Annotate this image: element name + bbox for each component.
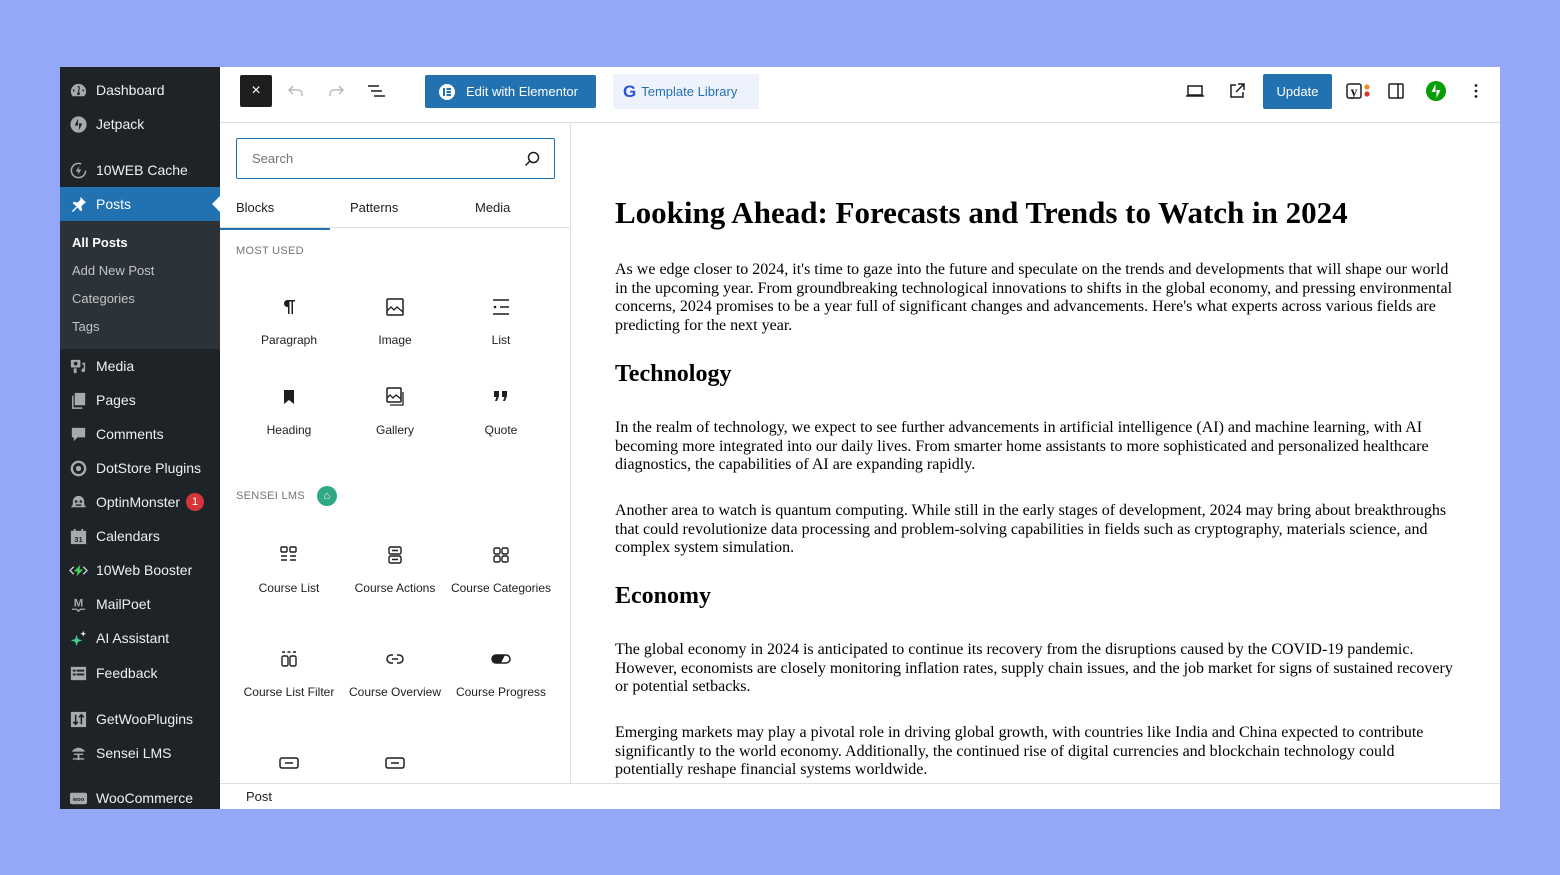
edit-with-elementor-button[interactable] (425, 75, 596, 108)
quote-icon (448, 385, 554, 409)
submenu-tags[interactable]: Tags (72, 319, 100, 334)
external-link-icon (1227, 81, 1247, 101)
undo-button[interactable] (284, 79, 308, 103)
preview-button[interactable] (1183, 79, 1207, 103)
more-vertical-icon (1466, 81, 1486, 101)
sensei-logo-icon: ⌂ (317, 486, 337, 506)
sidebar-item-dotstore[interactable] (60, 451, 220, 485)
tab-patterns[interactable]: Patterns (350, 199, 399, 215)
sidebar-item-mailpoet[interactable] (60, 587, 220, 621)
paragraph-block[interactable]: The global economy in 2024 is anticipated to continue its recovery from the disruptions caused by the COVID-19 pandemic. However, economists are closely monitoring inflation rates, supply chain issues, and the job market for signs of sustained recovery or potential setbacks. (615, 641, 1453, 696)
sidebar-item-label: MailPoet (96, 596, 151, 612)
elementor-button-label: Edit with Elementor (466, 84, 578, 99)
svg-text:31: 31 (73, 534, 83, 544)
undo-icon (286, 81, 306, 101)
svg-text:woo: woo (72, 796, 84, 803)
calendar-icon (68, 526, 88, 546)
sidebar-item-label: Dashboard (96, 82, 165, 98)
media-icon (68, 356, 88, 376)
sidebar-item-pages[interactable] (60, 383, 220, 417)
sidebar-item-feedback[interactable] (60, 656, 220, 690)
bookmark-icon (236, 385, 342, 409)
sidebar-item-posts[interactable] (60, 187, 220, 221)
block-paragraph[interactable]: Paragraph (236, 295, 342, 347)
sparkle-icon (68, 628, 88, 648)
block-course-list[interactable]: Course List (236, 543, 342, 595)
sidebar-item-label: GetWooPlugins (96, 711, 194, 727)
block-list[interactable]: List (448, 295, 554, 347)
redo-icon (326, 81, 346, 101)
dashboard-icon (68, 80, 88, 100)
yoast-icon (1345, 80, 1375, 102)
heading-technology[interactable]: Technology (615, 361, 732, 387)
sidebar-item-label: Posts (96, 196, 132, 212)
block-course-actions[interactable]: Course Actions (342, 543, 448, 595)
tab-blocks[interactable]: Blocks (236, 186, 274, 228)
sidebar-item-10web-cache[interactable] (60, 153, 220, 187)
mailpoet-icon (68, 594, 88, 614)
template-library-label: Template Library (641, 84, 738, 99)
block-search[interactable] (236, 138, 555, 179)
close-icon: × (251, 82, 261, 99)
submenu-categories[interactable]: Categories (72, 291, 135, 306)
laptop-icon (1184, 80, 1206, 102)
category-sensei-lms: SENSEI LMS ⌂ (236, 486, 337, 506)
yoast-seo-button[interactable] (1344, 79, 1376, 103)
post-title[interactable]: Looking Ahead: Forecasts and Trends to Watch in 2024 (615, 195, 1348, 230)
options-menu-button[interactable] (1464, 79, 1488, 103)
post-content[interactable] (571, 123, 1500, 783)
close-inserter-button[interactable] (240, 75, 272, 107)
document-overview-button[interactable] (364, 79, 388, 103)
sidebar-item-label: Media (96, 358, 135, 374)
list-view-icon (366, 81, 386, 101)
sidebar-item-label: Sensei LMS (96, 745, 172, 761)
inserter-tabs (220, 186, 571, 228)
sidebar-item-sensei-lms[interactable] (60, 736, 220, 770)
button-icon (342, 751, 448, 775)
comments-icon (68, 424, 88, 444)
block-inserter-panel (220, 123, 571, 783)
sensei-icon (68, 743, 88, 763)
sidebar-item-optinmonster[interactable] (60, 485, 220, 519)
course-list-filter-icon (236, 647, 342, 671)
block-course-overview[interactable]: Course Overview (342, 647, 448, 699)
redo-button[interactable] (324, 79, 348, 103)
block-breadcrumb-bar (220, 783, 1500, 809)
sidebar-item-label: AI Assistant (96, 630, 170, 646)
sidebar-item-label: DotStore Plugins (96, 460, 202, 476)
sidebar-toggle-icon (1386, 81, 1406, 101)
jetpack-icon (68, 114, 88, 134)
dotstore-icon (68, 458, 88, 478)
svg-text:M: M (73, 596, 83, 609)
update-button[interactable]: Update (1263, 74, 1332, 109)
elementor-icon (439, 84, 455, 100)
sidebar-item-getwooplugins[interactable] (60, 702, 220, 736)
course-list-icon (236, 543, 342, 567)
sidebar-item-label: Feedback (96, 665, 158, 681)
block-course-list-filter[interactable]: Course List Filter (236, 647, 342, 699)
jetpack-button[interactable] (1424, 79, 1448, 103)
submenu-all-posts[interactable]: All Posts (72, 235, 128, 250)
block-sensei-button-2[interactable] (342, 751, 448, 775)
block-sensei-button[interactable] (236, 751, 342, 775)
paragraph-block[interactable]: Emerging markets may play a pivotal role in driving global growth, with countries like India and China expected to contribute significantly to the world economy. Additionally, the continued rise of digital currencies and blockchain technology could potentially reshape financial systems worldwide. (615, 724, 1424, 779)
feedback-icon (68, 663, 88, 683)
block-image[interactable]: Image (342, 295, 448, 347)
svg-text:y: y (1350, 85, 1358, 100)
cache-icon (68, 160, 88, 180)
pages-icon (68, 390, 88, 410)
link-icon (342, 647, 448, 671)
sidebar-item-calendars[interactable] (60, 519, 220, 553)
sidebar-item-comments[interactable] (60, 417, 220, 451)
search-icon (522, 149, 542, 169)
button-icon (236, 751, 342, 775)
jetpack-icon (1425, 80, 1447, 102)
sidebar-item-label: OptinMonster (96, 494, 181, 510)
pin-icon (68, 194, 88, 214)
heading-economy[interactable]: Economy (615, 583, 711, 609)
sidebar-item-woocommerce[interactable] (60, 781, 220, 809)
admin-sidebar (60, 67, 220, 809)
sidebar-item-label: Comments (96, 426, 164, 442)
sidebar-item-label: Calendars (96, 528, 160, 544)
sidebar-item-jetpack[interactable] (60, 107, 220, 141)
editor-window (60, 67, 1500, 809)
template-library-button[interactable] (613, 74, 759, 109)
block-quote[interactable]: Quote (448, 385, 554, 437)
course-actions-icon (342, 543, 448, 567)
sidebar-item-label: 10Web Booster (96, 562, 193, 578)
booster-icon (68, 560, 88, 580)
image-icon (342, 295, 448, 319)
optinmonster-icon (68, 492, 88, 512)
gallery-icon (342, 385, 448, 409)
sidebar-item-dashboard[interactable] (60, 73, 220, 107)
block-heading[interactable]: Heading (236, 385, 342, 437)
tab-media[interactable]: Media (475, 199, 511, 215)
view-post-button[interactable] (1225, 79, 1249, 103)
post-intro-paragraph[interactable]: As we edge closer to 2024, it's time to gaze into the future and speculate on the trends and developments that will shape our world in the upcoming year. From groundbreaking technological innovations to shifts in the global economy, and pressing environmental concerns, 2024 promises to be a year full of significant changes and advancements. Here's what experts across various fields are predicting for the next year. (615, 261, 1453, 334)
course-categories-icon (448, 543, 554, 567)
sidebar-item-label: Pages (96, 392, 136, 408)
block-course-categories[interactable]: Course Categories (448, 543, 554, 595)
getwooplugins-icon (68, 709, 88, 729)
template-library-icon: G (623, 81, 637, 101)
submenu-add-new-post[interactable]: Add New Post (72, 263, 155, 278)
settings-sidebar-toggle[interactable] (1384, 79, 1408, 103)
block-gallery[interactable]: Gallery (342, 385, 448, 437)
sidebar-item-ai-assistant[interactable] (60, 621, 220, 655)
list-icon (448, 295, 554, 319)
posts-submenu (60, 221, 220, 349)
block-course-progress[interactable]: Course Progress (448, 647, 554, 699)
woo-icon (68, 788, 88, 808)
sidebar-item-label: 10WEB Cache (96, 162, 188, 178)
breadcrumb-post[interactable]: Post (246, 789, 273, 804)
progress-toggle-icon (448, 647, 554, 671)
paragraph-icon (236, 295, 342, 319)
sidebar-item-label: Jetpack (96, 116, 145, 132)
sidebar-item-10web-booster[interactable] (60, 553, 220, 587)
category-most-used: MOST USED (236, 245, 304, 257)
paragraph-block[interactable]: Another area to watch is quantum computing. While still in the early stages of development, 2024 may bring about breakthroughs that could revolutionize data processing and problem-solving capabilities in fields such as cryptography, materials science, and complex system simulation. (615, 502, 1447, 557)
sidebar-item-media[interactable] (60, 349, 220, 383)
sidebar-item-label: WooCommerce (96, 790, 193, 806)
paragraph-block[interactable]: In the realm of technology, we expect to see further advancements in artificial intelligence (AI) and machine learning, with AI becoming more integrated into our daily lives. From smarter home assistants to more sophisticated and personalized healthcare diagnostics, the capabilities of AI are expanding rapidly. (615, 419, 1429, 474)
notification-badge: 1 (186, 493, 204, 511)
editor-toolbar (220, 67, 1500, 123)
block-search-input[interactable] (252, 151, 522, 166)
